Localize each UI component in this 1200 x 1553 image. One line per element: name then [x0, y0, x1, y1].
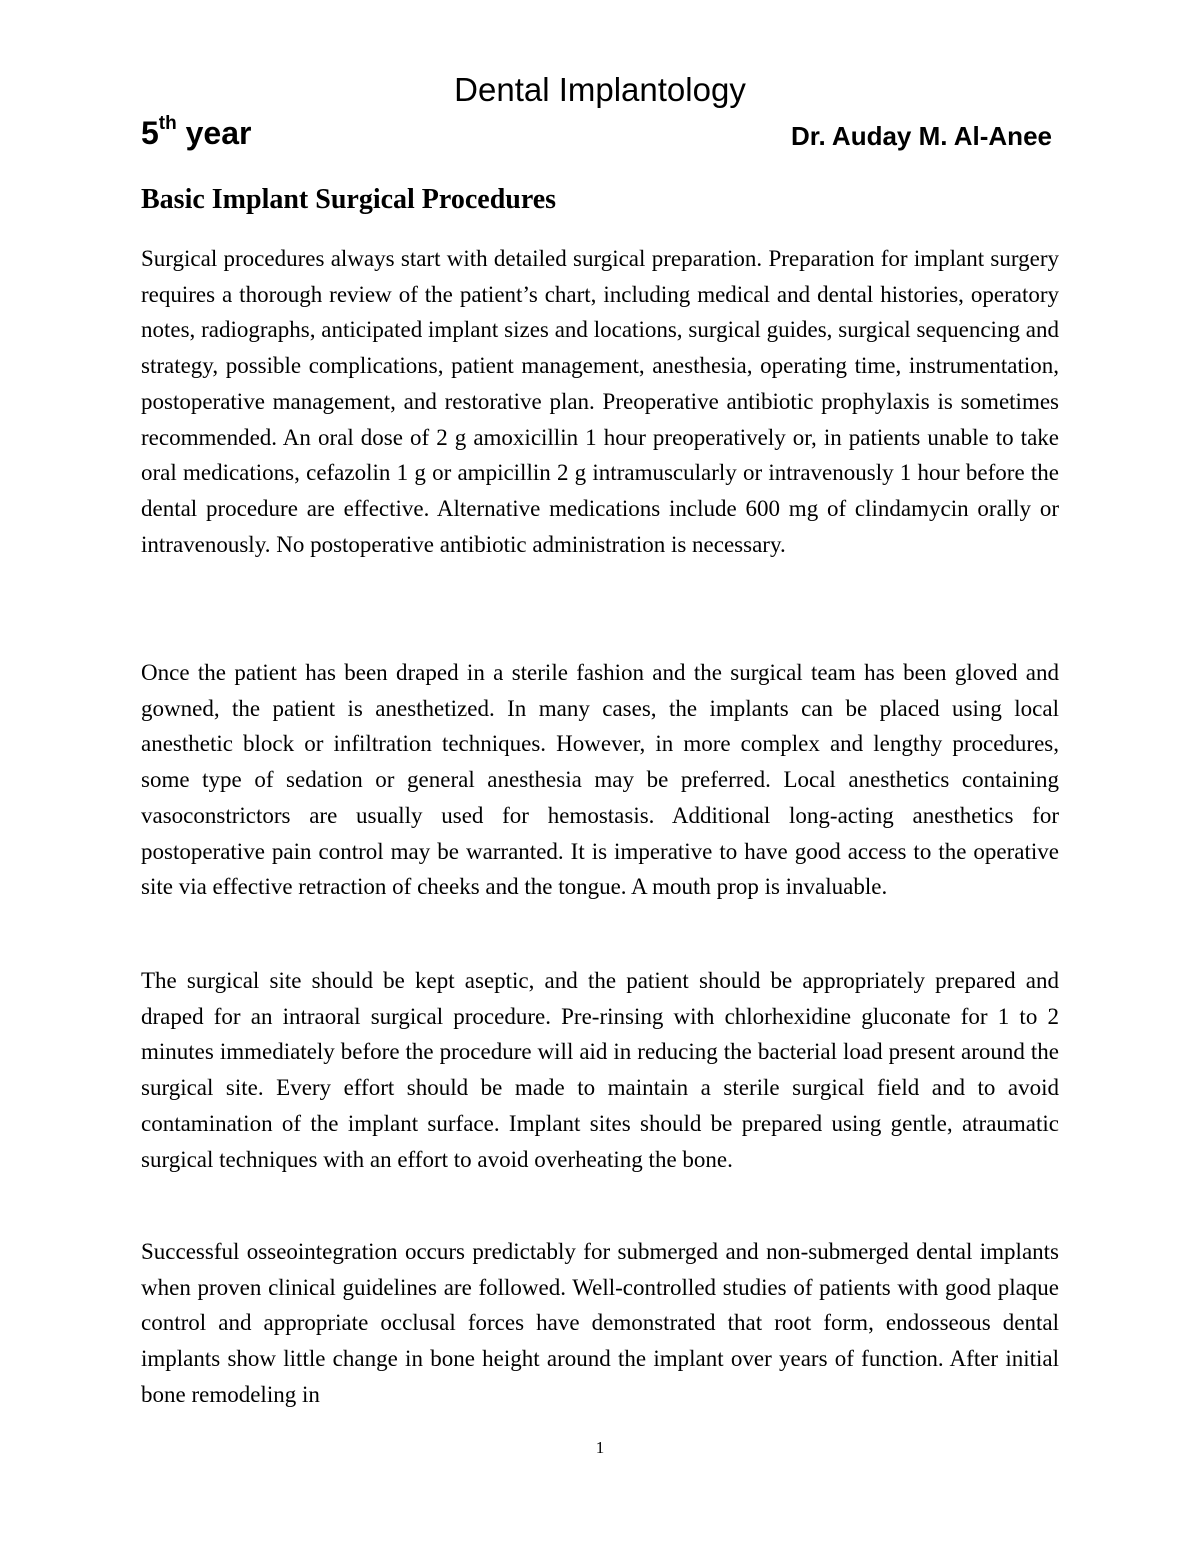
year-number: 5 — [141, 115, 159, 151]
paragraph-surgical-preparation: Surgical procedures always start with detailed surgical preparation. Preparation for implant surgery requires a thorough review of the patient’s chart, including medical and dental histories, operatory notes, radiographs, anticipated implant sizes and locations, surgical guides, surgical sequencing and strategy, possible complications, patient management, anesthesia, operating time, instrumentation, postoperative management, and restorative plan. Preoperative antibiotic prophylaxis is sometimes recommended. An oral dose of 2 g amoxicillin 1 hour preoperatively or, in patients unable to take oral medications, cefazolin 1 g or ampicillin 2 g intramuscularly or intravenously 1 hour before the dental procedure are effective. Alternative medications include 600 mg of clindamycin orally or intravenously. No postoperative antibiotic administration is necessary. — [141, 246, 1059, 557]
year-word: year — [176, 115, 252, 151]
paragraph-aseptic-site: The surgical site should be kept aseptic, and the patient should be appropriately prepared and draped for an intraoral surgical procedure. Pre-rinsing with chlorhexidine gluconate for 1 to 2 minutes immediately before the procedure will aid in reducing the bacterial load present around the surgical site. Every effort should be made to maintain a sterile surgical field and to avoid contamination of the implant surface. Implant sites should be prepared using gentle, atraumatic surgical techniques with an effort to avoid overheating the bone. — [141, 968, 1059, 1172]
document-title: Dental Implantology — [454, 71, 746, 108]
course-year — [141, 113, 251, 153]
author-name: Dr. Auday M. Al-Anee — [790, 121, 1052, 151]
paragraph-osseointegration: Successful osseointegration occurs predictably for submerged and non-submerged dental implants when proven clinical guidelines are followed. Well-controlled studies of patients with good plaque control and appropriate occlusal forces have demonstrated that root form, endosseous dental implants show little change in bone height around the implant over years of function. After initial bone remodeling in — [141, 1239, 1059, 1407]
section-heading: Basic Implant Surgical Procedures — [141, 184, 557, 215]
page-number: 1 — [595, 1438, 605, 1457]
paragraph-anesthesia: Once the patient has been draped in a sterile fashion and the surgical team has been gloved and gowned, the patient is anesthetized. In many cases, the implants can be placed using local anesthetic block or infiltration techniques. However, in more complex and lengthy procedures, some type of sedation or general anesthesia may be preferred. Local anesthetics containing vasoconstrictors are usually used for hemostasis. Additional long-acting anesthetics for postoperative pain control may be warranted. It is imperative to have good access to the operative site via effective retraction of cheeks and the tongue. A mouth prop is invaluable. — [141, 660, 1059, 900]
year-suffix: th — [158, 113, 177, 135]
